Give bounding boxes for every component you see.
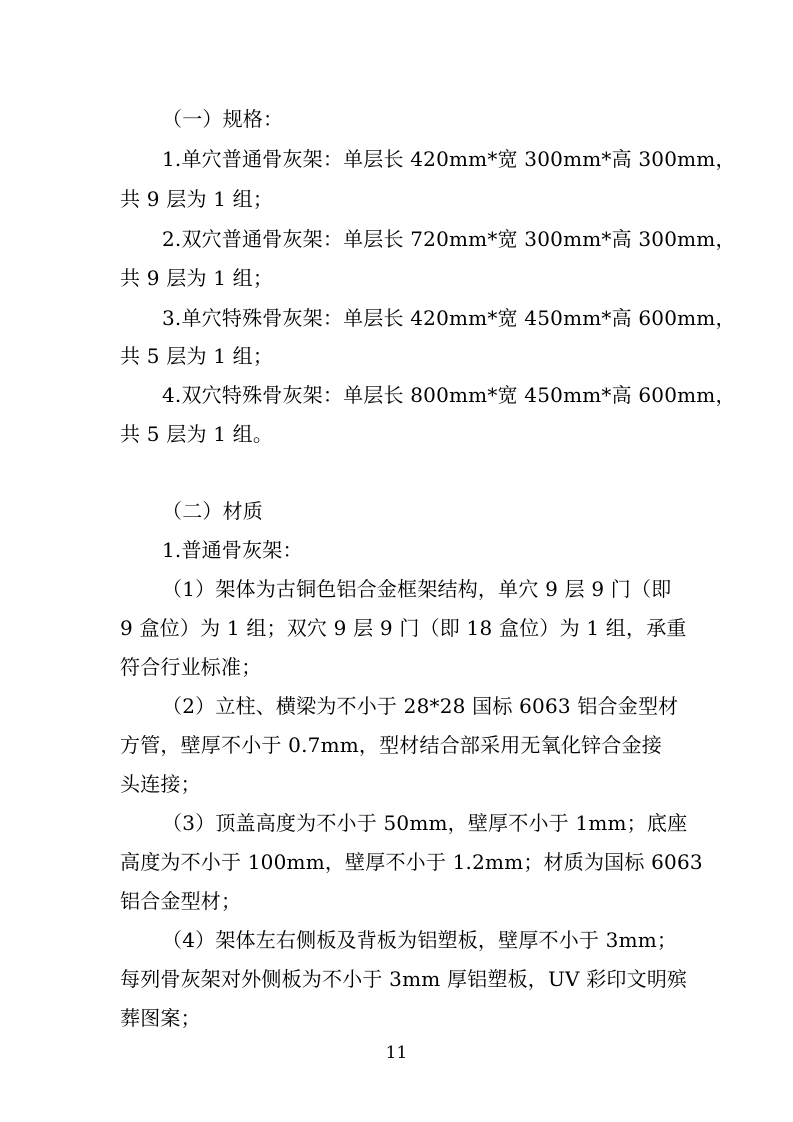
paragraph-line: 共 9 层为 1 组； [120, 266, 274, 290]
paragraph-line: 1.普通骨灰架： [162, 538, 303, 562]
paragraph-line: 方管，壁厚不小于 0.7mm，型材结合部采用无氧化锌合金接 [120, 733, 662, 757]
paragraph-line: （1）架体为古铜色铝合金框架结构，单穴 9 层 9 门（即 [162, 577, 672, 601]
paragraph-line: 4.双穴特殊骨灰架：单层长 800mm*宽 450mm*高 600mm， [162, 383, 736, 407]
paragraph-line: 符合行业标准； [120, 655, 262, 679]
paragraph-line: 头连接； [120, 772, 201, 796]
paragraph-line: 共 5 层为 1 组。 [120, 422, 274, 446]
paragraph-line: 高度为不小于 100mm，壁厚不小于 1.2mm；材质为国标 6063 [120, 850, 703, 874]
paragraph-line: 共 5 层为 1 组； [120, 344, 274, 368]
page-number: 11 [385, 1043, 408, 1063]
paragraph-line: 铝合金型材； [120, 889, 242, 913]
paragraph-line: 共 9 层为 1 组； [120, 187, 274, 211]
paragraph-line: 3.单穴特殊骨灰架：单层长 420mm*宽 450mm*高 600mm， [162, 306, 736, 330]
paragraph-line: 9 盒位）为 1 组；双穴 9 层 9 门（即 18 盒位）为 1 组，承重 [120, 616, 687, 640]
paragraph-line: （2）立柱、横梁为不小于 28*28 国标 6063 铝合金型材 [162, 694, 679, 718]
paragraph-line: 每列骨灰架对外侧板为不小于 3mm 厚铝塑板，UV 彩印文明殡 [120, 967, 688, 991]
paragraph-line: 2.双穴普通骨灰架：单层长 720mm*宽 300mm*高 300mm， [162, 227, 736, 251]
paragraph-line: 1.单穴普通骨灰架：单层长 420mm*宽 300mm*高 300mm， [162, 147, 736, 171]
paragraph-line: 葬图案； [120, 1006, 201, 1030]
section-heading-materials: （二）材质 [162, 499, 263, 523]
paragraph-line: （3）顶盖高度为不小于 50mm，壁厚不小于 1mm；底座 [162, 811, 688, 835]
section-heading-specs: （一）规格： [162, 107, 284, 131]
paragraph-line: （4）架体左右侧板及背板为铝塑板，壁厚不小于 3mm； [162, 928, 678, 952]
